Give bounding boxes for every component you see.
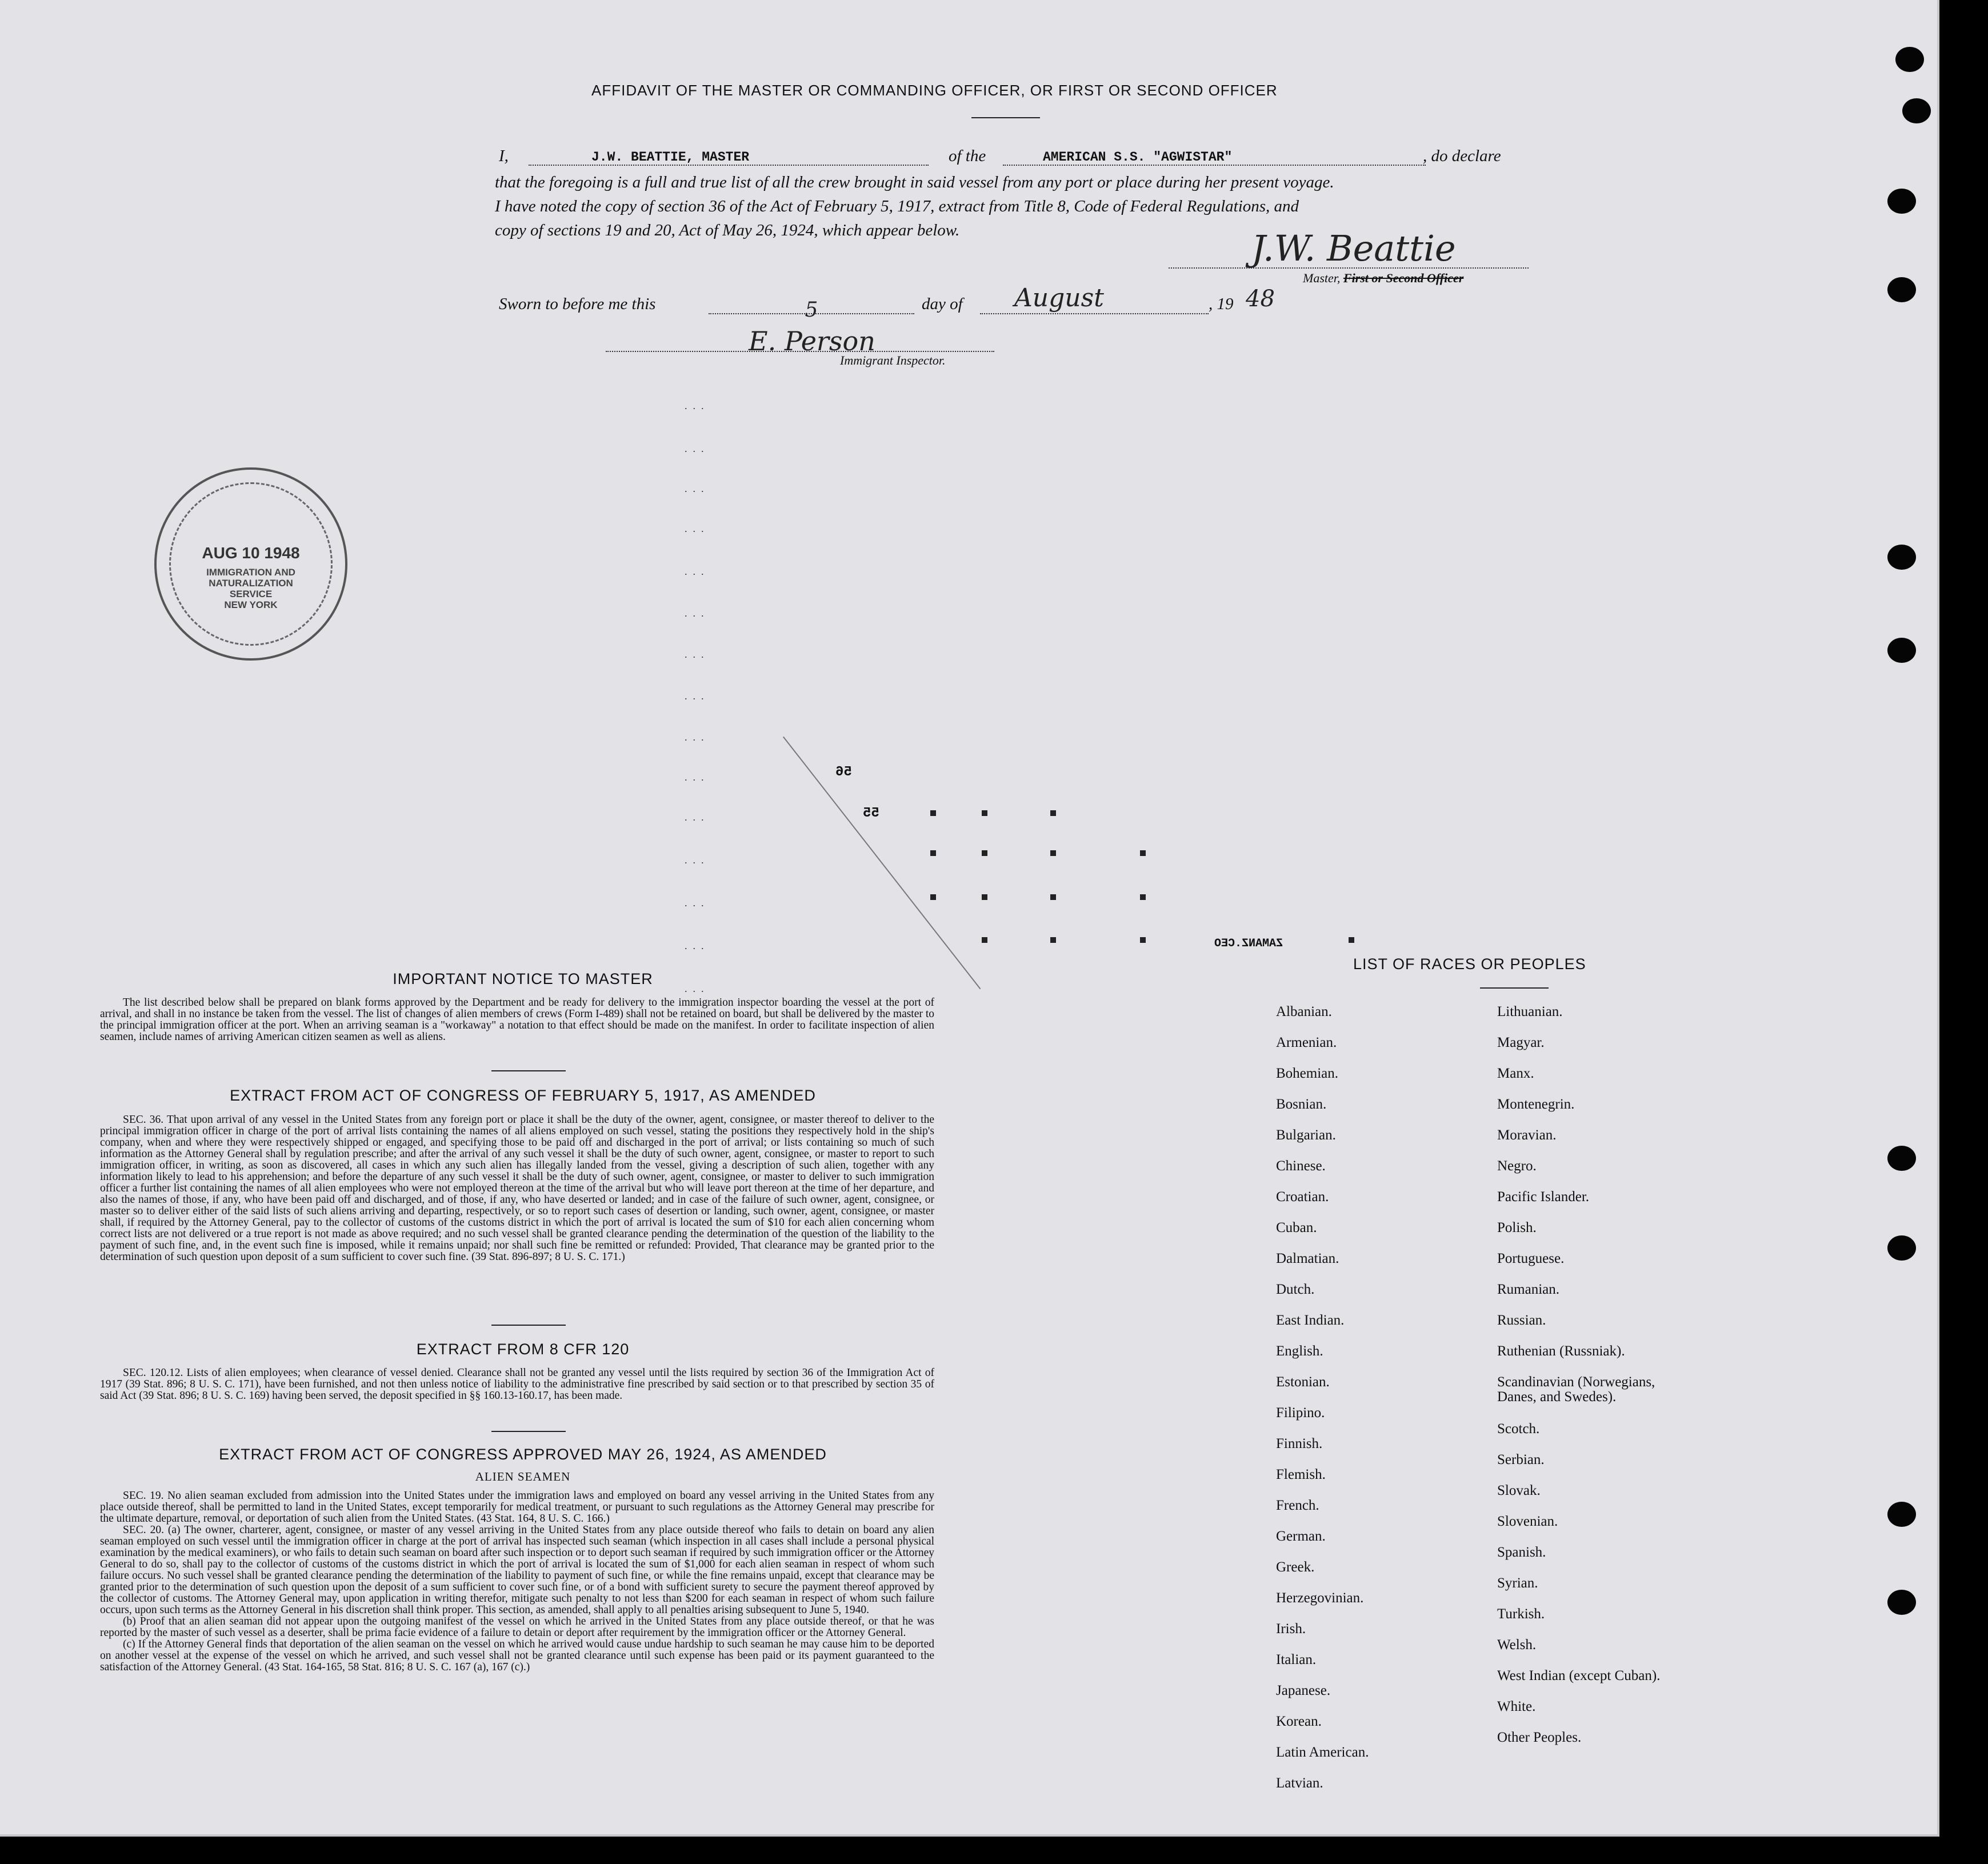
faint-mark: ... [685,983,710,994]
race-item: Negro. [1497,1158,1537,1174]
extract-1924-paragraph: (b) Proof that an alien seaman did not appear upon the outgoing manifest of the vessel on which he arrived in the United States from any place outside thereof, or that he was reported by the master of such vessel as a deserter, shall be prima facie evidence of a failure to detain or deport after requirement by the immigration officer or the Attorney General. [100,1615,934,1639]
sworn-day: 5 [805,298,818,322]
race-item: Bulgarian. [1276,1127,1336,1143]
stamp-inner-ring [169,482,333,646]
faint-dot [1050,810,1056,816]
race-item: Armenian. [1276,1035,1337,1050]
affidavit-body-line: that the foregoing is a full and true list of all the crew brought in said vessel from any port or place during her present voyage. [495,173,1334,191]
race-item: Scotch. [1497,1421,1540,1437]
divider [1480,987,1549,989]
inspector-signature: E. Person [749,326,875,357]
binder-hole [1902,98,1931,123]
divider [491,1325,566,1326]
races-title: LIST OF RACES OR PEOPLES [1353,955,1586,973]
sworn-day-line [709,298,914,322]
race-item: Italian. [1276,1652,1317,1667]
vessel-name: AMERICAN S.S. "AGWISTAR" [1043,150,1233,165]
extract-1917-text: SEC. 36. That upon arrival of any vessel in the United States from any foreign port or place it shall be the duty of the owner, agent, consignee, or master thereof to deliver to the principal immigration officer in charge of the port of arrival lists containing the names of all aliens employed on such vessel, stating the positions they respectively hold in the ship's company, when and where they were respectively shipped or engaged, and specifying those to be paid off and discharged in the port of arrival; or lists containing so much of such information as the Attorney General shall by regulation prescribe; and after the arrival of any such vessel it shall be the duty of such owner, agent, consignee, or master to report to such immigration officer, in writing, as soon as discovered, all cases in which any such alien has illegally landed from the vessel, giving a description of such alien, together with any information likely to lead to his apprehension; and before the departure of any such vessel it shall be the duty of such owner, agent, consignee, or master to deliver to such immigration officer a further list containing the names of all alien employees who were not employed thereon at the time of the arrival but who will leave port thereon at the time of her departure, and also the names of those, if any, who have been paid off and discharged, and of those, if any, who have deserted or landed; and in case of the failure of such owner, agent, consignee, or master so to deliver either of the said lists of such aliens arriving and departing, respectively, or so to report such cases of desertion or landing, such owner, agent, consignee, or master shall, if required by the Attorney General, pay to the collector of customs of the customs district in which the port of arrival is located the sum of $10 for each alien concerning whom correct lists are not delivered or a true report is not made as above required; and no such vessel shall be granted clearance pending the determination of the question of the liability to the payment of such fine, and, in the event such fine is imposed, while it remains unpaid; nor shall such fine be remitted or refunded: Provided, That clearance may be granted prior to the determination of such question upon deposit of a sum sufficient to cover such fine. (39 Stat. 896-897; 8 U. S. C. 171.) [100,1114,934,1263]
race-item: German. [1276,1529,1326,1544]
faint-mark: ... [685,566,710,577]
race-item: Scandinavian (Norwegians, [1497,1374,1655,1390]
sworn-month-line [980,283,1209,314]
race-item: Serbian. [1497,1452,1545,1467]
binder-hole [1887,638,1916,663]
race-item: Ruthenian (Russniak). [1497,1343,1625,1359]
stray-mirrored-text: ZAMANZ.CEO [1214,937,1283,950]
binder-hole [1887,1235,1916,1261]
immigration-stamp [154,467,347,661]
extract-1924-body [100,1490,934,1673]
race-item: Flemish. [1276,1467,1326,1482]
faint-dot [1140,937,1146,943]
year-prefix: , 19 [1209,295,1234,313]
affidavit-body-line: I have noted the copy of section 36 of the Act of February 5, 1917, extract from Title 8, Code of Federal Regulations, and [495,197,1299,215]
race-item: Latvian. [1276,1775,1323,1791]
stamp-date: AUG 10 1948 [202,544,300,562]
faint-dot [1050,937,1056,943]
race-item: Slovak. [1497,1483,1541,1498]
vessel-line [1003,150,1426,166]
race-item: Irish. [1276,1621,1306,1637]
race-item: Albanian. [1276,1004,1332,1019]
race-item: Latin American. [1276,1745,1369,1760]
sworn-label: Sworn to before me this [499,295,656,313]
binder-hole [1887,545,1916,570]
divider [491,1070,566,1071]
race-item: Portuguese. [1497,1251,1565,1266]
race-item: Danes, and Swedes). [1497,1389,1617,1405]
race-item: Other Peoples. [1497,1730,1582,1745]
faint-mark: ... [685,771,710,783]
binder-hole [1887,1146,1916,1171]
stamp-agency-line: SERVICE [229,589,273,599]
faint-dot [1050,850,1056,856]
divider [971,117,1040,118]
faint-dot [982,810,987,816]
declarant-name: J.W. BEATTIE, MASTER [591,150,750,165]
master-signature: J.W. Beattie [1251,227,1456,269]
race-item: Slovenian. [1497,1514,1558,1529]
race-item: Chinese. [1276,1158,1326,1174]
race-item: Cuban. [1276,1220,1317,1235]
faint-mark: ... [685,483,710,494]
extract-1924-paragraph: SEC. 19. No alien seaman excluded from admission into the United States under the immigration laws and employed on board any vessel arriving in the United States from any place outside thereof, shall be permitted to land in the United States, except temporarily for medical treatment, or pursuant to such regulations as the Attorney General may prescribe for the ultimate departure, removal, or deportation of such alien from the United States. (43 Stat. 164, 8 U. S. C. 166.) [100,1490,934,1525]
race-item: Bohemian. [1276,1066,1339,1081]
race-item: Rumanian. [1497,1282,1560,1297]
extract-1917-title: EXTRACT FROM ACT OF CONGRESS OF FEBRUARY 5, 1917, AS AMENDED [230,1087,816,1104]
race-item: Manx. [1497,1066,1534,1081]
race-item: Pacific Islander. [1497,1189,1590,1205]
race-item: Herzegovinian. [1276,1590,1364,1606]
binder-hole [1887,1590,1916,1615]
race-item: Polish. [1497,1220,1537,1235]
faint-mark: ... [685,607,710,619]
inspector-label: Immigrant Inspector. [840,353,946,367]
faint-mark: ... [685,854,710,866]
race-item: Korean. [1276,1714,1322,1729]
faint-dot [1140,850,1146,856]
faint-dot [930,810,936,816]
diagonal-stroke [783,737,981,990]
divider [491,1431,566,1432]
race-item: East Indian. [1276,1313,1345,1328]
race-item: West Indian (except Cuban). [1497,1668,1661,1683]
extract-1924-title: EXTRACT FROM ACT OF CONGRESS APPROVED MAY 26, 1924, AS AMENDED [219,1446,827,1463]
master-role-label: Master, [1303,271,1341,285]
race-item: Dutch. [1276,1282,1315,1297]
faint-mark: ... [685,649,710,660]
race-item: Greek. [1276,1559,1315,1575]
race-item: English. [1276,1343,1323,1359]
faint-dot [1349,937,1354,943]
affidavit-title: AFFIDAVIT OF THE MASTER OR COMMANDING OFFICER, OR FIRST OR SECOND OFFICER [591,82,1278,99]
extract-cfr-text: SEC. 120.12. Lists of alien employees; when clearance of vessel denied. Clearance shall not be granted any vessel until the lists required by section 36 of the Immigration Act of 1917 (39 Stat. 896; 8 U. S. C. 171), have been furnished, and not then unless notice of liability to the administrative fine prescribed by said section or to that prescribed by section 35 of said Act (39 Stat. 896; 8 U. S. C. 169) having been served, the deposit specified in §§ 160.13-160.17, has been made. [100,1367,934,1402]
race-item: Montenegrin. [1497,1097,1575,1112]
declarant-line [529,150,929,166]
race-item: Spanish. [1497,1545,1546,1560]
faint-dot [982,894,987,900]
faint-mark: ... [685,897,710,909]
race-item: Magyar. [1497,1035,1545,1050]
faint-dot [930,850,936,856]
race-item: Finnish. [1276,1436,1323,1451]
extract-cfr-title: EXTRACT FROM 8 CFR 120 [416,1341,630,1358]
of-the-label: of the [949,147,986,165]
sworn-month: August [1014,283,1104,313]
affidavit-body-line: copy of sections 19 and 20, Act of May 26, 1924, which appear below. [495,221,960,239]
notice-title: IMPORTANT NOTICE TO MASTER [393,970,653,987]
binder-hole [1887,1502,1916,1527]
race-item: Syrian. [1497,1575,1538,1591]
stamp-agency-line: NEW YORK [224,599,278,610]
binder-hole [1887,277,1916,302]
affidavit-pronoun: I, [499,147,509,165]
notice-text: The list described below shall be prepared on blank forms approved by the Department and be ready for delivery to the immigration inspector boarding the vessel at the port of arrival, and shall in no instance be taken from the vessel. The list of changes of alien members of crews (Form I-489) shall not be retained on board, but shall be delivered by the master to the principal immigration officer at the port. When an arriving seaman is a "workaway" a notation to that effect should be made on the manifest. In order to facilitate inspection of alien seamen, include names of arriving American citizen seamen as well as aliens. [100,997,934,1043]
faint-mark: ... [685,443,710,454]
do-declare-label: , do declare [1423,147,1501,165]
faint-dot [1140,894,1146,900]
year-suffix: 48 [1246,286,1275,312]
race-item: Moravian. [1497,1127,1557,1143]
race-item: Japanese. [1276,1683,1331,1698]
master-label [1303,271,1463,286]
stray-row-number: 56 [835,765,852,780]
faint-dot [930,894,936,900]
binder-hole [1887,189,1916,214]
race-item: Lithuanian. [1497,1004,1563,1019]
race-item: Croatian. [1276,1189,1329,1205]
faint-mark: ... [685,940,710,951]
faint-mark: ... [685,811,710,823]
race-item: Estonian. [1276,1374,1330,1390]
struck-officer-label: First or Second Officer [1343,271,1464,285]
stamp-agency-line: IMMIGRATION AND [206,567,295,578]
race-item: French. [1276,1498,1319,1513]
race-item: Dalmatian. [1276,1251,1339,1266]
race-item: White. [1497,1699,1536,1714]
faint-dot [982,850,987,856]
extract-1924-paragraph: SEC. 20. (a) The owner, charterer, agent, consignee, or master of any vessel arriving in the United States from any place outside thereof who fails to detain on board any alien seaman employed on such vessel until the immigration officer in charge at the port of arrival has inspected such seaman (which inspection in all cases shall include a personal physical examination by the medical examiners), or who fails to detain such seaman on board after such inspection or to deport such seaman if required by such immigration officer or the Attorney General to do so, shall pay to the collector of customs of the customs district in which the port of arrival is located the sum of $1,000 for each alien seaman in respect of whom such failure occurs. No such vessel shall be granted clearance pending the determination of the liability to payment of such fine, or while the fine remains unpaid, except that clearance may be granted prior to the determination of such question upon the deposit of a sum sufficient to cover such fine, or of a bond with sufficient surety to secure the payment thereof approved by the collector of customs. The Attorney General may, upon application in writing therefor, mitigate such penalty to not less than $200 for each seaman in respect of whom such failure occurs, upon such terms as the Attorney General in his discretion shall think proper. This section, as amended, shall apply to all penalties arising subsequent to June 5, 1940. [100,1524,934,1616]
extract-1924-subtitle: ALIEN SEAMEN [475,1470,571,1483]
faint-dot [1050,894,1056,900]
race-item: Filipino. [1276,1405,1325,1421]
faint-mark: ... [685,523,710,534]
faint-dot [982,937,987,943]
faint-mark: ... [685,731,710,743]
binder-hole [1895,47,1924,72]
stray-row-number: 55 [863,806,879,821]
race-item: Russian. [1497,1313,1546,1328]
extract-1924-paragraph: (c) If the Attorney General finds that deportation of the alien seaman on the vessel on which he arrived would cause undue hardship to such seaman he may cause him to be deported on another vessel at the expense of the vessel on which he arrived, and such vessel shall not be granted clearance until such expense has been paid or its payment guaranteed to the satisfaction of the Attorney General. (43 Stat. 164-165, 58 Stat. 816; 8 U. S. C. 167 (a), 167 (c).) [100,1638,934,1673]
stamp-agency [157,567,345,610]
stamp-agency-line: NATURALIZATION [209,578,293,589]
day-of-label: day of [922,295,963,313]
faint-mark: ... [685,690,710,702]
faint-mark: ... [685,400,710,411]
race-item: Turkish. [1497,1606,1545,1622]
race-item: Welsh. [1497,1637,1537,1653]
race-item: Bosnian. [1276,1097,1327,1112]
